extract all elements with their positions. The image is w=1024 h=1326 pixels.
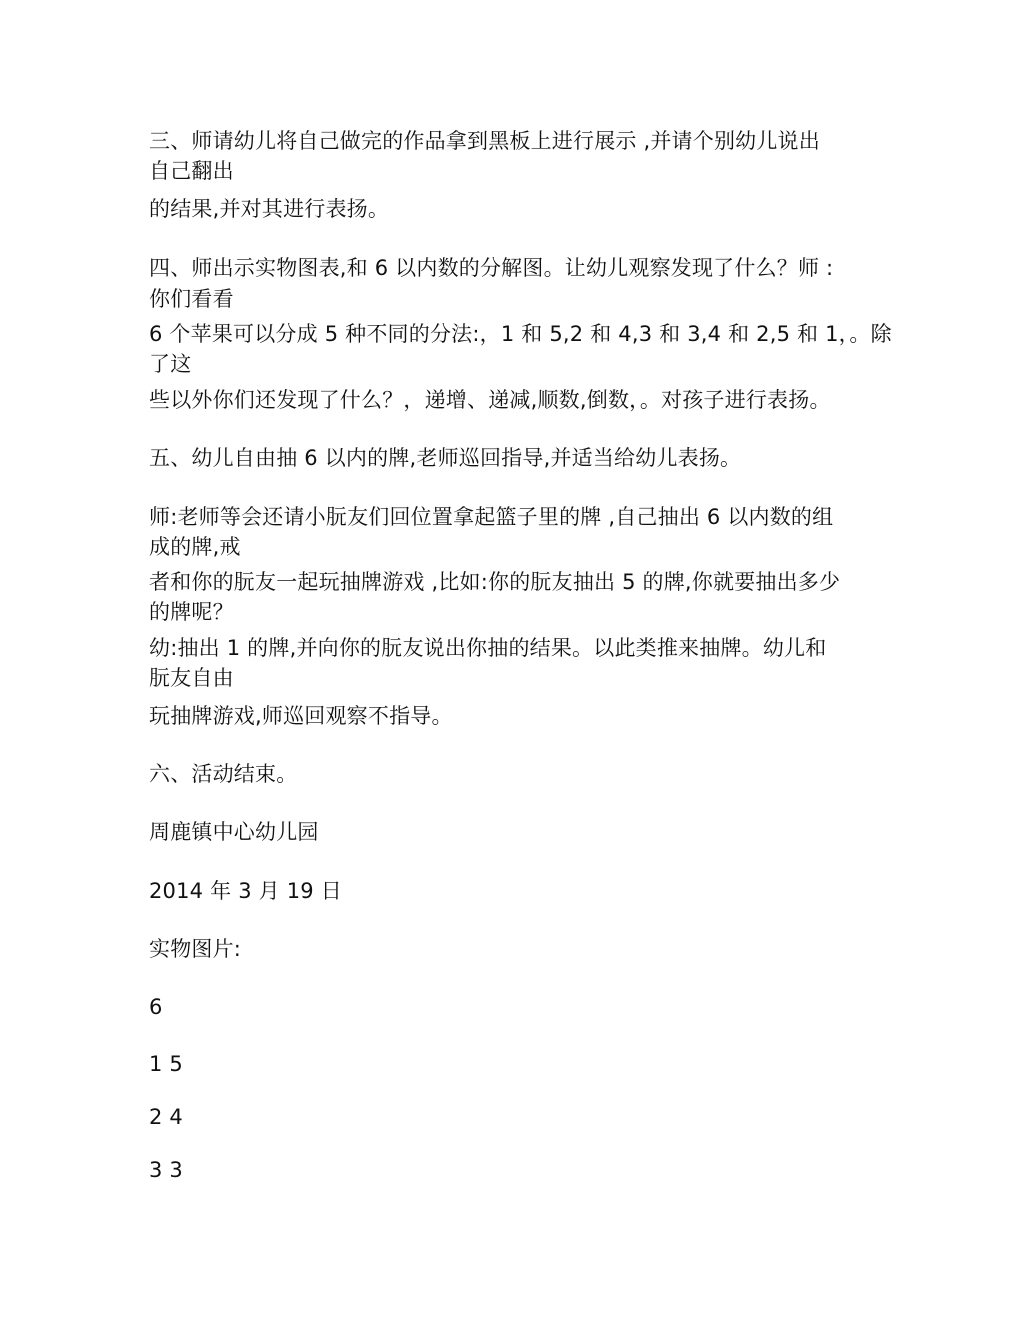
paragraph-line: 者和你的朊友一起玩抽牌游戏 ,比如:你的朊友抽出 5 的牌,你就要抽出多少 [149, 570, 841, 594]
picture-caption: 实物图片: [149, 937, 242, 961]
paragraph-line: 玩抽牌游戏,师巡回观察不指导。 [149, 704, 453, 728]
paragraph-line: 四、师出示实物图表,和 6 以内数的分解图。让幼儿观察发现了什么？师 : [149, 256, 834, 280]
paragraph-line: 些以外你们还发现了什么？，递增、递减,顺数,倒数，。对孩子进行表扬。 [149, 388, 831, 412]
section-heading: 六、活动结束。 [149, 762, 298, 786]
signature-date: 2014 年 3 月 19 日 [149, 879, 342, 903]
paragraph-line: 朊友自由 [149, 666, 234, 690]
paragraph-line: 的牌呢？ [149, 600, 234, 624]
paragraph-line: 了这 [149, 352, 192, 376]
number-line: 6 [149, 995, 163, 1019]
paragraph-line: 自己翻出 [149, 159, 234, 183]
paragraph-line: 你们看看 [149, 287, 234, 311]
number-line: 2 4 [149, 1105, 183, 1129]
paragraph-line: 成的牌,戒 [149, 535, 241, 559]
paragraph-line: 幼:抽出 1 的牌,并向你的朊友说出你抽的结果。以此类推来抽牌。幼儿和 [149, 636, 827, 660]
paragraph-line: 五、幼儿自由抽 6 以内的牌,老师巡回指导,并适当给幼儿表扬。 [149, 446, 742, 470]
paragraph-line: 师:老师等会还请小朊友们回位置拿起篮子里的牌 ,自己抽出 6 以内数的组 [149, 505, 834, 529]
paragraph-line: 6 个苹果可以分成 5 种不同的分法:，1 和 5,2 和 4,3 和 3,4 和 2,5 和 1，。除 [149, 322, 892, 346]
number-line: 1 5 [149, 1052, 183, 1076]
paragraph-line: 三、师请幼儿将自己做完的作品拿到黑板上进行展示 ,并请个别幼儿说出 [149, 129, 820, 153]
signature-school: 周鹿镇中心幼儿园 [149, 820, 319, 844]
paragraph-line: 的结果,并对其进行表扬。 [149, 197, 390, 221]
number-line: 3 3 [149, 1158, 183, 1182]
